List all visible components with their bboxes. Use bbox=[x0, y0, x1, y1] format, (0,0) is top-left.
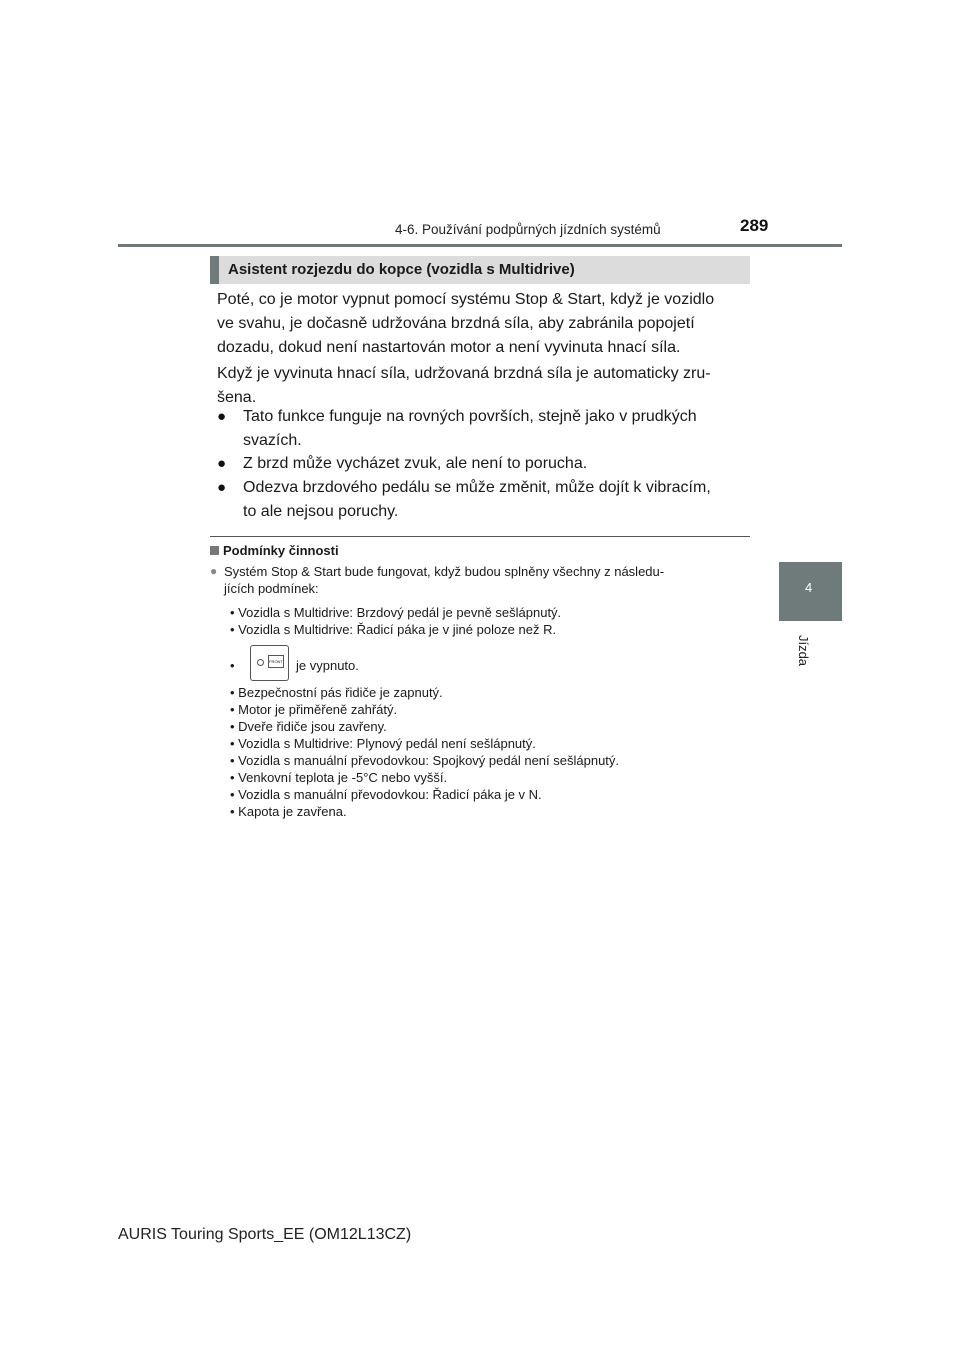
condition-item: • Vozidla s Multidrive: Plynový pedál není sešlápnutý. bbox=[230, 736, 536, 751]
header-section-title: 4-6. Používání podpůrných jízdních systémů bbox=[395, 222, 661, 237]
condition-item: • Vozidla s Multidrive: Brzdový pedál je pevně sešlápnutý. bbox=[230, 605, 562, 620]
section-title: Asistent rozjezdu do kopce (vozidla s Multidrive) bbox=[228, 261, 575, 278]
bullet-dot-icon: ● bbox=[217, 479, 227, 496]
section-separator bbox=[210, 536, 750, 537]
square-bullet-icon bbox=[210, 546, 219, 555]
footer-doc-id: AURIS Touring Sports_EE (OM12L13CZ) bbox=[118, 1226, 412, 1243]
text-line: ve svahu, je dočasně udržována brzdná síla, aby zabránila popojetí bbox=[217, 315, 695, 332]
text-line: Poté, co je motor vypnut pomocí systému Stop & Start, když je vozidlo bbox=[217, 291, 715, 308]
chapter-tab bbox=[779, 562, 842, 621]
text-line: šena. bbox=[217, 389, 257, 406]
condition-item: • Venkovní teplota je -5°C nebo vyšší. bbox=[230, 770, 448, 785]
condition-item: • Vozidla s Multidrive: Řadicí páka je v jiné poloze než R. bbox=[230, 622, 557, 637]
chapter-label: Jízda bbox=[796, 634, 812, 667]
bullet-dot-icon: ● bbox=[217, 455, 227, 472]
condition-item: • Motor je přiměřeně zahřátý. bbox=[230, 702, 398, 717]
conditions-heading-text: Podmínky činnosti bbox=[223, 543, 339, 558]
condition-item: • Vozidla s manuální převodovkou: Spojkový pedál není sešlápnutý. bbox=[230, 753, 620, 768]
switch-indicator-icon bbox=[257, 659, 264, 666]
text-line: Když je vyvinuta hnací síla, udržovaná brzdná síla je automaticky zru- bbox=[217, 365, 711, 382]
text-line: jících podmínek: bbox=[224, 581, 319, 596]
chapter-number: 4 bbox=[805, 580, 813, 595]
front-label-icon: FRONT bbox=[268, 655, 284, 668]
text-line: to ale nejsou poruchy. bbox=[243, 503, 399, 520]
bullet-dot-icon: ● bbox=[210, 564, 218, 578]
intro-paragraph bbox=[217, 288, 745, 360]
condition-item: • Kapota je zavřena. bbox=[230, 804, 347, 819]
text-line: dozadu, dokud není nastartován motor a není vyvinuta hnací síla. bbox=[217, 339, 681, 356]
condition-item: je vypnuto. bbox=[296, 658, 359, 673]
section-title-bar bbox=[210, 256, 750, 284]
page-number: 289 bbox=[740, 216, 769, 235]
chapter-label-box bbox=[794, 630, 812, 674]
front-camera-switch-icon bbox=[250, 645, 289, 681]
header-rule bbox=[118, 244, 842, 247]
condition-item: • Vozidla s manuální převodovkou: Řadicí páka je v N. bbox=[230, 787, 542, 802]
text-line: Z brzd může vycházet zvuk, ale není to porucha. bbox=[243, 455, 588, 472]
text-line: Odezva brzdového pedálu se může změnit, může dojít k vibracím, bbox=[243, 479, 711, 496]
section-title-accent bbox=[210, 256, 219, 284]
condition-item-bullet: • bbox=[230, 658, 235, 673]
release-paragraph bbox=[217, 362, 745, 410]
condition-item: • Bezpečnostní pás řidiče je zapnutý. bbox=[230, 685, 443, 700]
text-line: Tato funkce funguje na rovných površích, stejně jako v prudkých bbox=[243, 408, 697, 425]
text-line: svazích. bbox=[243, 432, 302, 449]
bullet-dot-icon: ● bbox=[217, 408, 227, 425]
condition-item: • Dveře řidiče jsou zavřeny. bbox=[230, 719, 387, 734]
text-line: Systém Stop & Start bude fungovat, když budou splněny všechny z následu- bbox=[224, 564, 665, 579]
conditions-heading bbox=[210, 543, 339, 558]
